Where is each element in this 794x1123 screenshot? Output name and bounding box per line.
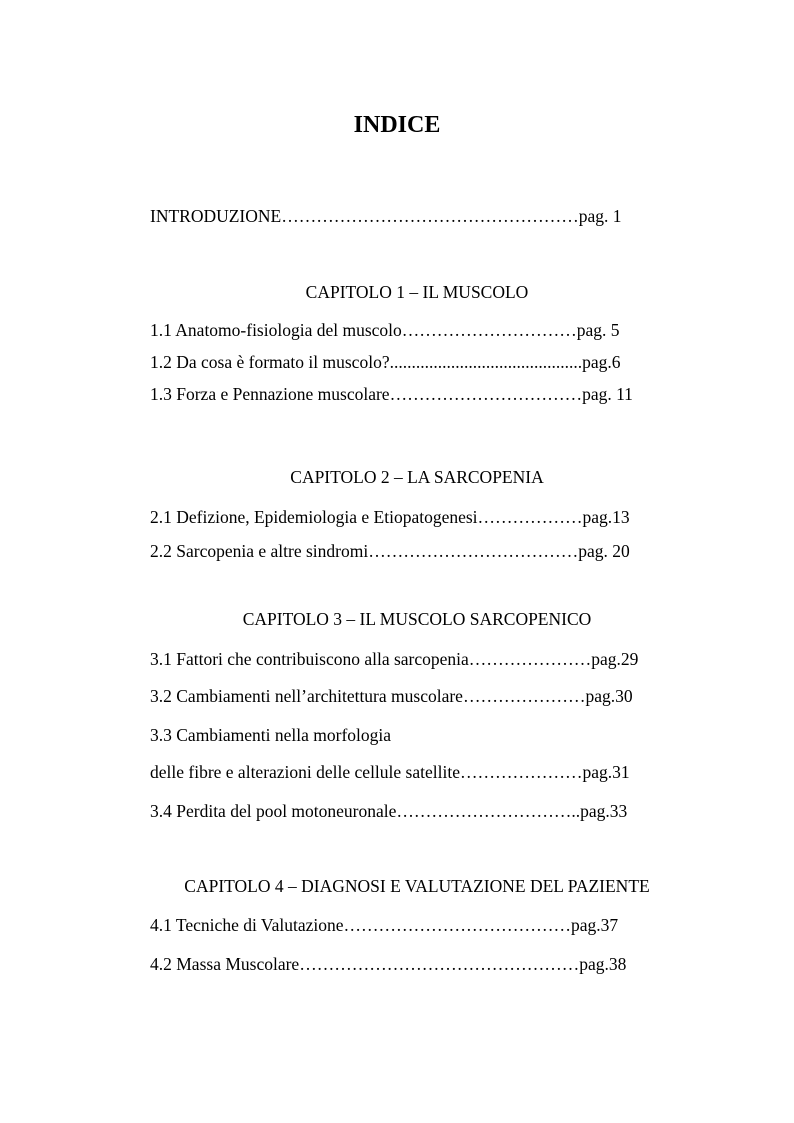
toc-entry-4-1[interactable]: 4.1 Tecniche di Valutazione…………………………………pag.37 [150, 915, 619, 935]
chapter-2-heading: CAPITOLO 2 – LA SARCOPENIA [290, 467, 544, 487]
page-title: INDICE [353, 112, 441, 138]
toc-entry-4-2[interactable]: 4.2 Massa Muscolare…………………………………………pag.38 [150, 954, 627, 974]
chapter-3-heading: CAPITOLO 3 – IL MUSCOLO SARCOPENICO [242, 609, 592, 629]
toc-entry-2-1[interactable]: 2.1 Defizione, Epidemiologia e Etiopatogenesi………………pag.13 [150, 507, 630, 527]
chapter-1-heading: CAPITOLO 1 – IL MUSCOLO [305, 282, 529, 302]
toc-entry-1-1[interactable]: 1.1 Anatomo-fisiologia del muscolo…………………………pag. 5 [150, 320, 620, 340]
toc-entry-1-2[interactable]: 1.2 Da cosa è formato il muscolo?............................................pag.6 [150, 352, 621, 372]
chapter-4-heading: CAPITOLO 4 – DIAGNOSI E VALUTAZIONE DEL PAZIENTE [184, 876, 650, 896]
toc-entry-introduzione[interactable]: INTRODUZIONE……………………………………………pag. 1 [150, 206, 622, 226]
toc-entry-3-3[interactable]: 3.3 Cambiamenti nella morfologia [150, 725, 392, 745]
toc-entry-3-2[interactable]: 3.2 Cambiamenti nell’architettura muscolare…………………pag.30 [150, 686, 633, 706]
toc-entry-3-3-cont[interactable]: delle fibre e alterazioni delle cellule satellite…………………pag.31 [150, 762, 630, 782]
toc-entry-1-3[interactable]: 1.3 Forza e Pennazione muscolare……………………………pag. 11 [150, 384, 633, 404]
toc-entry-2-2[interactable]: 2.2 Sarcopenia e altre sindromi………………………………pag. 20 [150, 541, 630, 561]
toc-entry-3-1[interactable]: 3.1 Fattori che contribuiscono alla sarcopenia…………………pag.29 [150, 649, 639, 669]
toc-entry-3-4[interactable]: 3.4 Perdita del pool motoneuronale…………………………..pag.33 [150, 801, 628, 821]
